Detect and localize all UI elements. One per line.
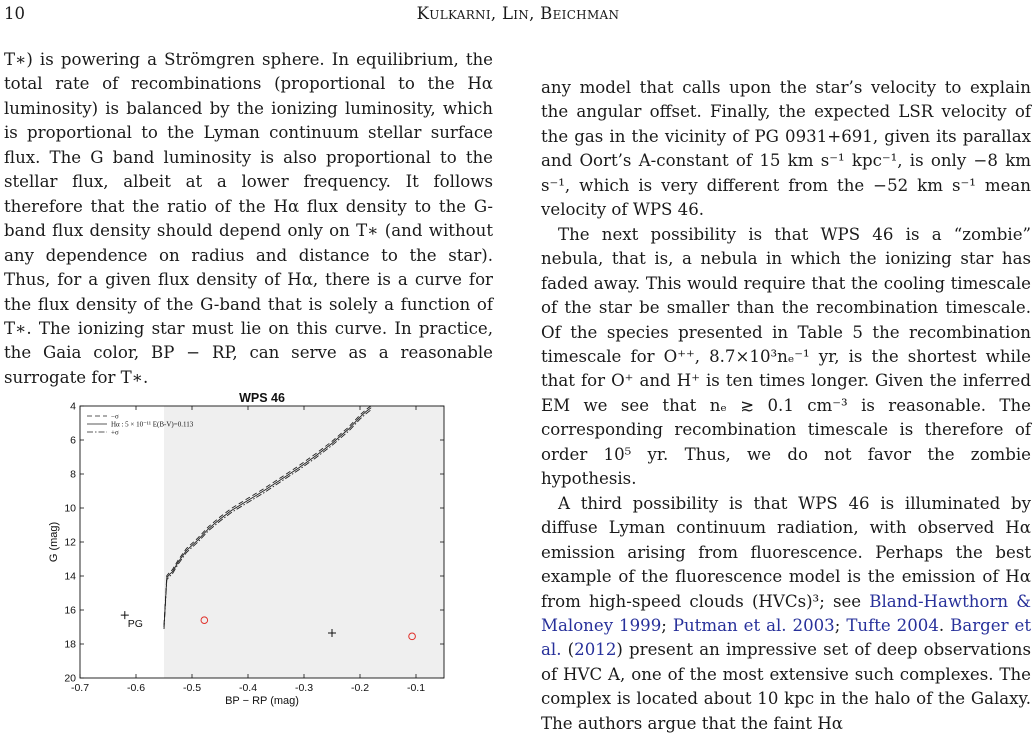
running-header — [0, 4, 1036, 28]
legend-label-2: +σ — [111, 428, 119, 437]
y-tick-label: 4 — [70, 400, 76, 413]
citation-barger-year[interactable]: 2012 — [574, 640, 617, 660]
right-paragraph-3-tail: ) present an impressive set of deep observations of HVC A, one of the most extensive such complexes. The complex is located about 10 kpc in the halo of the Galaxy. The authors argue that the faint Hα — [541, 640, 1031, 733]
right-column — [541, 76, 1031, 736]
legend-label-0: −σ — [111, 412, 119, 421]
legend-label-1: Hα : 5 × 10⁻¹¹ E(B-V)=0.113 — [111, 420, 194, 429]
y-tick-label: 16 — [64, 604, 76, 617]
y-tick-label: 10 — [64, 502, 76, 515]
chart-background — [80, 406, 444, 678]
x-tick-label: -0.1 — [406, 682, 426, 694]
x-tick-label: -0.3 — [294, 682, 314, 694]
y-tick-label: 20 — [64, 672, 76, 685]
right-paragraph-2: The next possibility is that WPS 46 is a “zombie” nebula, that is, a nebula in which the ionizing star has faded away. This would require that the cooling timescale of the star be smaller than the recombination timescale. Of the species presented in Table 5 the recombination timescale for O⁺⁺, 8.7×10³nₑ⁻¹ yr, is the shortest while that for O⁺ and H⁺ is ten times longer. Given the inferred EM we see that nₑ ≳ 0.1 cm⁻³ is reasonable. The corresponding recombination timescale is therefore of order 10⁵ yr. Thus, we do not favor the zombie hypothesis. — [541, 224, 1031, 489]
right-paragraph-3-text: A third possibility is that WPS 46 is illuminated by diffuse Lyman continuum radiation, with observed Hα emission arising from fluorescence. Perhaps the best example of the fluorescence model is the emission of Hα from high-speed clouds (HVCs)³; see — [541, 493, 1031, 611]
x-tick-label: -0.4 — [238, 682, 258, 694]
citation-separator: . — [938, 615, 951, 635]
shaded-region — [164, 406, 444, 678]
right-paragraph-1: any model that calls upon the star’s velocity to explain the angular offset. Finally, the expected LSR velocity of the gas in the vicinity of PG 0931+691, given its parallax and Oort’s A-constant of 15 km s⁻¹ kpc⁻¹, is only −8 km s⁻¹, which is very different from the −52 km s⁻¹ mean velocity of WPS 46. — [541, 78, 1031, 220]
y-tick-label: 12 — [64, 536, 76, 549]
x-axis-label: BP − RP (mag) — [225, 695, 299, 707]
x-tick-label: -0.2 — [350, 682, 370, 694]
citation-putman[interactable]: Putman et al. 2003 — [672, 615, 835, 635]
y-axis-label: G (mag) — [48, 521, 60, 563]
citation-bland-hawthorn[interactable]: Bland-Hawthorn & Maloney 1999 — [541, 591, 1032, 635]
y-tick-label: 18 — [64, 638, 76, 651]
y-tick-label: 8 — [70, 468, 76, 481]
citation-separator: ; — [834, 615, 847, 635]
y-tick-label: 6 — [70, 434, 76, 447]
citation-separator: ; — [661, 615, 673, 635]
citation-tufte[interactable]: Tufte 2004 — [846, 615, 939, 635]
running-title: Kulkarni, Lin, Beichman — [416, 4, 620, 23]
chart-title: WPS 46 — [239, 391, 285, 405]
figure-wps46-cmd — [44, 388, 464, 708]
x-tick-label: -0.6 — [126, 682, 146, 694]
chart-svg — [44, 388, 464, 708]
right-paragraph-3 — [541, 492, 1031, 736]
page-number: 10 — [4, 4, 25, 23]
y-tick-label: 14 — [64, 570, 76, 583]
citation-barger[interactable]: Barger et al. — [541, 615, 1031, 660]
x-tick-label: -0.5 — [182, 682, 202, 694]
marker-label-pg: PG — [127, 618, 143, 631]
left-paragraph-1: T∗) is powering a Strömgren sphere. In equilibrium, the total rate of recombinations (proportional to the Hα luminosity) is balanced by the ionizing luminosity, which is proportional to the Lyman continuum stellar surface flux. The G band luminosity is also proportional to the stellar flux, albeit at a lower frequency. It follows therefore that the ratio of the Hα flux density to the G-band flux density should depend only on T∗ (and without any dependence on radius and distance to the star). Thus, for a given flux density of Hα, there is a curve for the flux density of the G-band that is solely a function of T∗. The ionizing star must lie on this curve. In practice, the Gaia color, BP − RP, can serve as a reasonable surrogate for T∗. — [4, 50, 493, 387]
citation-year-open: ( — [561, 640, 575, 660]
x-tick-label: -0.7 — [70, 682, 90, 694]
left-column — [4, 48, 493, 390]
